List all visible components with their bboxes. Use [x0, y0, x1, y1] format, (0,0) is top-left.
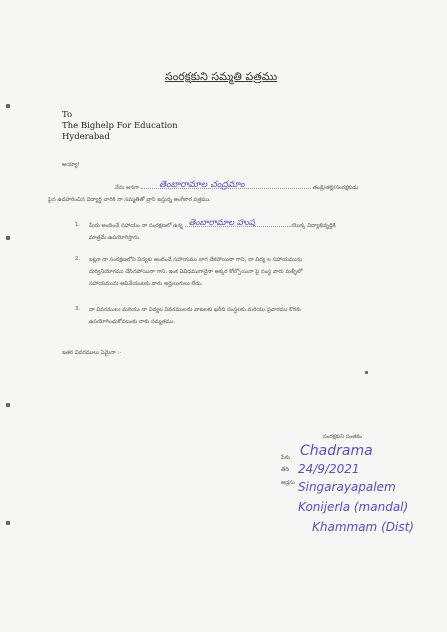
margin-dot: [6, 403, 10, 407]
item-2-number: 2.: [75, 256, 81, 262]
margin-dot: [365, 371, 368, 374]
intro-line-1: [115, 180, 359, 192]
item-1-line-1: మీరు అందించే సహాయం నా సంరక్షణలో ఉన్న తెంబారామాల హుష యొక్క విద్యాభివృద్ధికి: [89, 218, 336, 229]
item-2-line-2: దుర్వినియోగము చేసినపోయినా గాని, ఇంక ఏవిధముగానైనా అక్కర కోల్పోయినా పై సంస్థ వారు మళ్ళీలో: [89, 269, 303, 275]
sign-label-address: అడ్రసు: [281, 480, 295, 486]
other-details-label: ఇతర వివరములు ఏమైనా :-: [62, 350, 122, 356]
handwritten-address-line-2: Konijerla (mandal): [298, 500, 409, 514]
org-city: Hyderabad: [62, 132, 110, 142]
to-line: To: [62, 110, 73, 120]
intro-prefix: నేను అనగా: [115, 185, 140, 191]
handwritten-student-name: తెంబారామాల హుష: [188, 218, 255, 228]
item-1-line-2: మాత్రమే ఉపయోగిస్తాను.: [89, 235, 141, 241]
item-3-number: 3.: [75, 306, 81, 312]
margin-dot: [6, 104, 10, 108]
item-1-number: 1.: [75, 222, 81, 228]
letter-title: సంరక్షకుని సమ్మతి పత్రము: [165, 70, 278, 83]
margin-dot: [6, 236, 10, 240]
sign-label-date: తేది: [281, 467, 289, 473]
handwritten-address-line-3: Khammam (Dist): [312, 520, 414, 534]
signature-heading: సంరక్షకుని సంతకం: [323, 434, 362, 440]
handwritten-address-line-1: Singarayapalem: [298, 480, 396, 494]
item-3-line-2: ఉపయోగించుకోవటంకు నాకు సమ్మతము.: [89, 319, 176, 325]
margin-dot: [6, 521, 10, 525]
item-2-line-3: సహాయమును ఆపివేయుటకు వారు అర్హులుగులు లేదు.: [89, 281, 203, 287]
intro-suffix: తండ్రి/తల్లి/సంరక్షకుడు: [312, 185, 359, 191]
item-3-line-1: నా వివరములు మరియు నా విద్యల వివరములను వాటలకు ఖరీది సంస్థలకు మరియు ప్రచారము కొరకు: [89, 307, 301, 313]
sign-label-name: పేరు: [281, 455, 290, 461]
handwritten-sign-name: Chadrama: [300, 443, 373, 459]
org-name: The Bighelp For Education: [62, 121, 178, 131]
item-2-line-1: ఇట్లూ నా సంరక్షణలోని విద్యకు అందించే సహాయము లాగ చేకపోయినా గాని, నా విద్య ల సహాయమును: [89, 257, 303, 263]
handwritten-guardian-name: తెంబారామాల చంద్రమాం: [158, 180, 245, 190]
intro-line-2: పైన ఉదహరించిన విద్యార్థి చారికి నా సమ్మతితో వ్రాసి ఇస్తున్న అంగీకార పత్రము.: [48, 197, 211, 203]
salutation: అయ్యా!: [62, 162, 80, 168]
handwritten-sign-date: 24/9/2021: [298, 462, 360, 476]
